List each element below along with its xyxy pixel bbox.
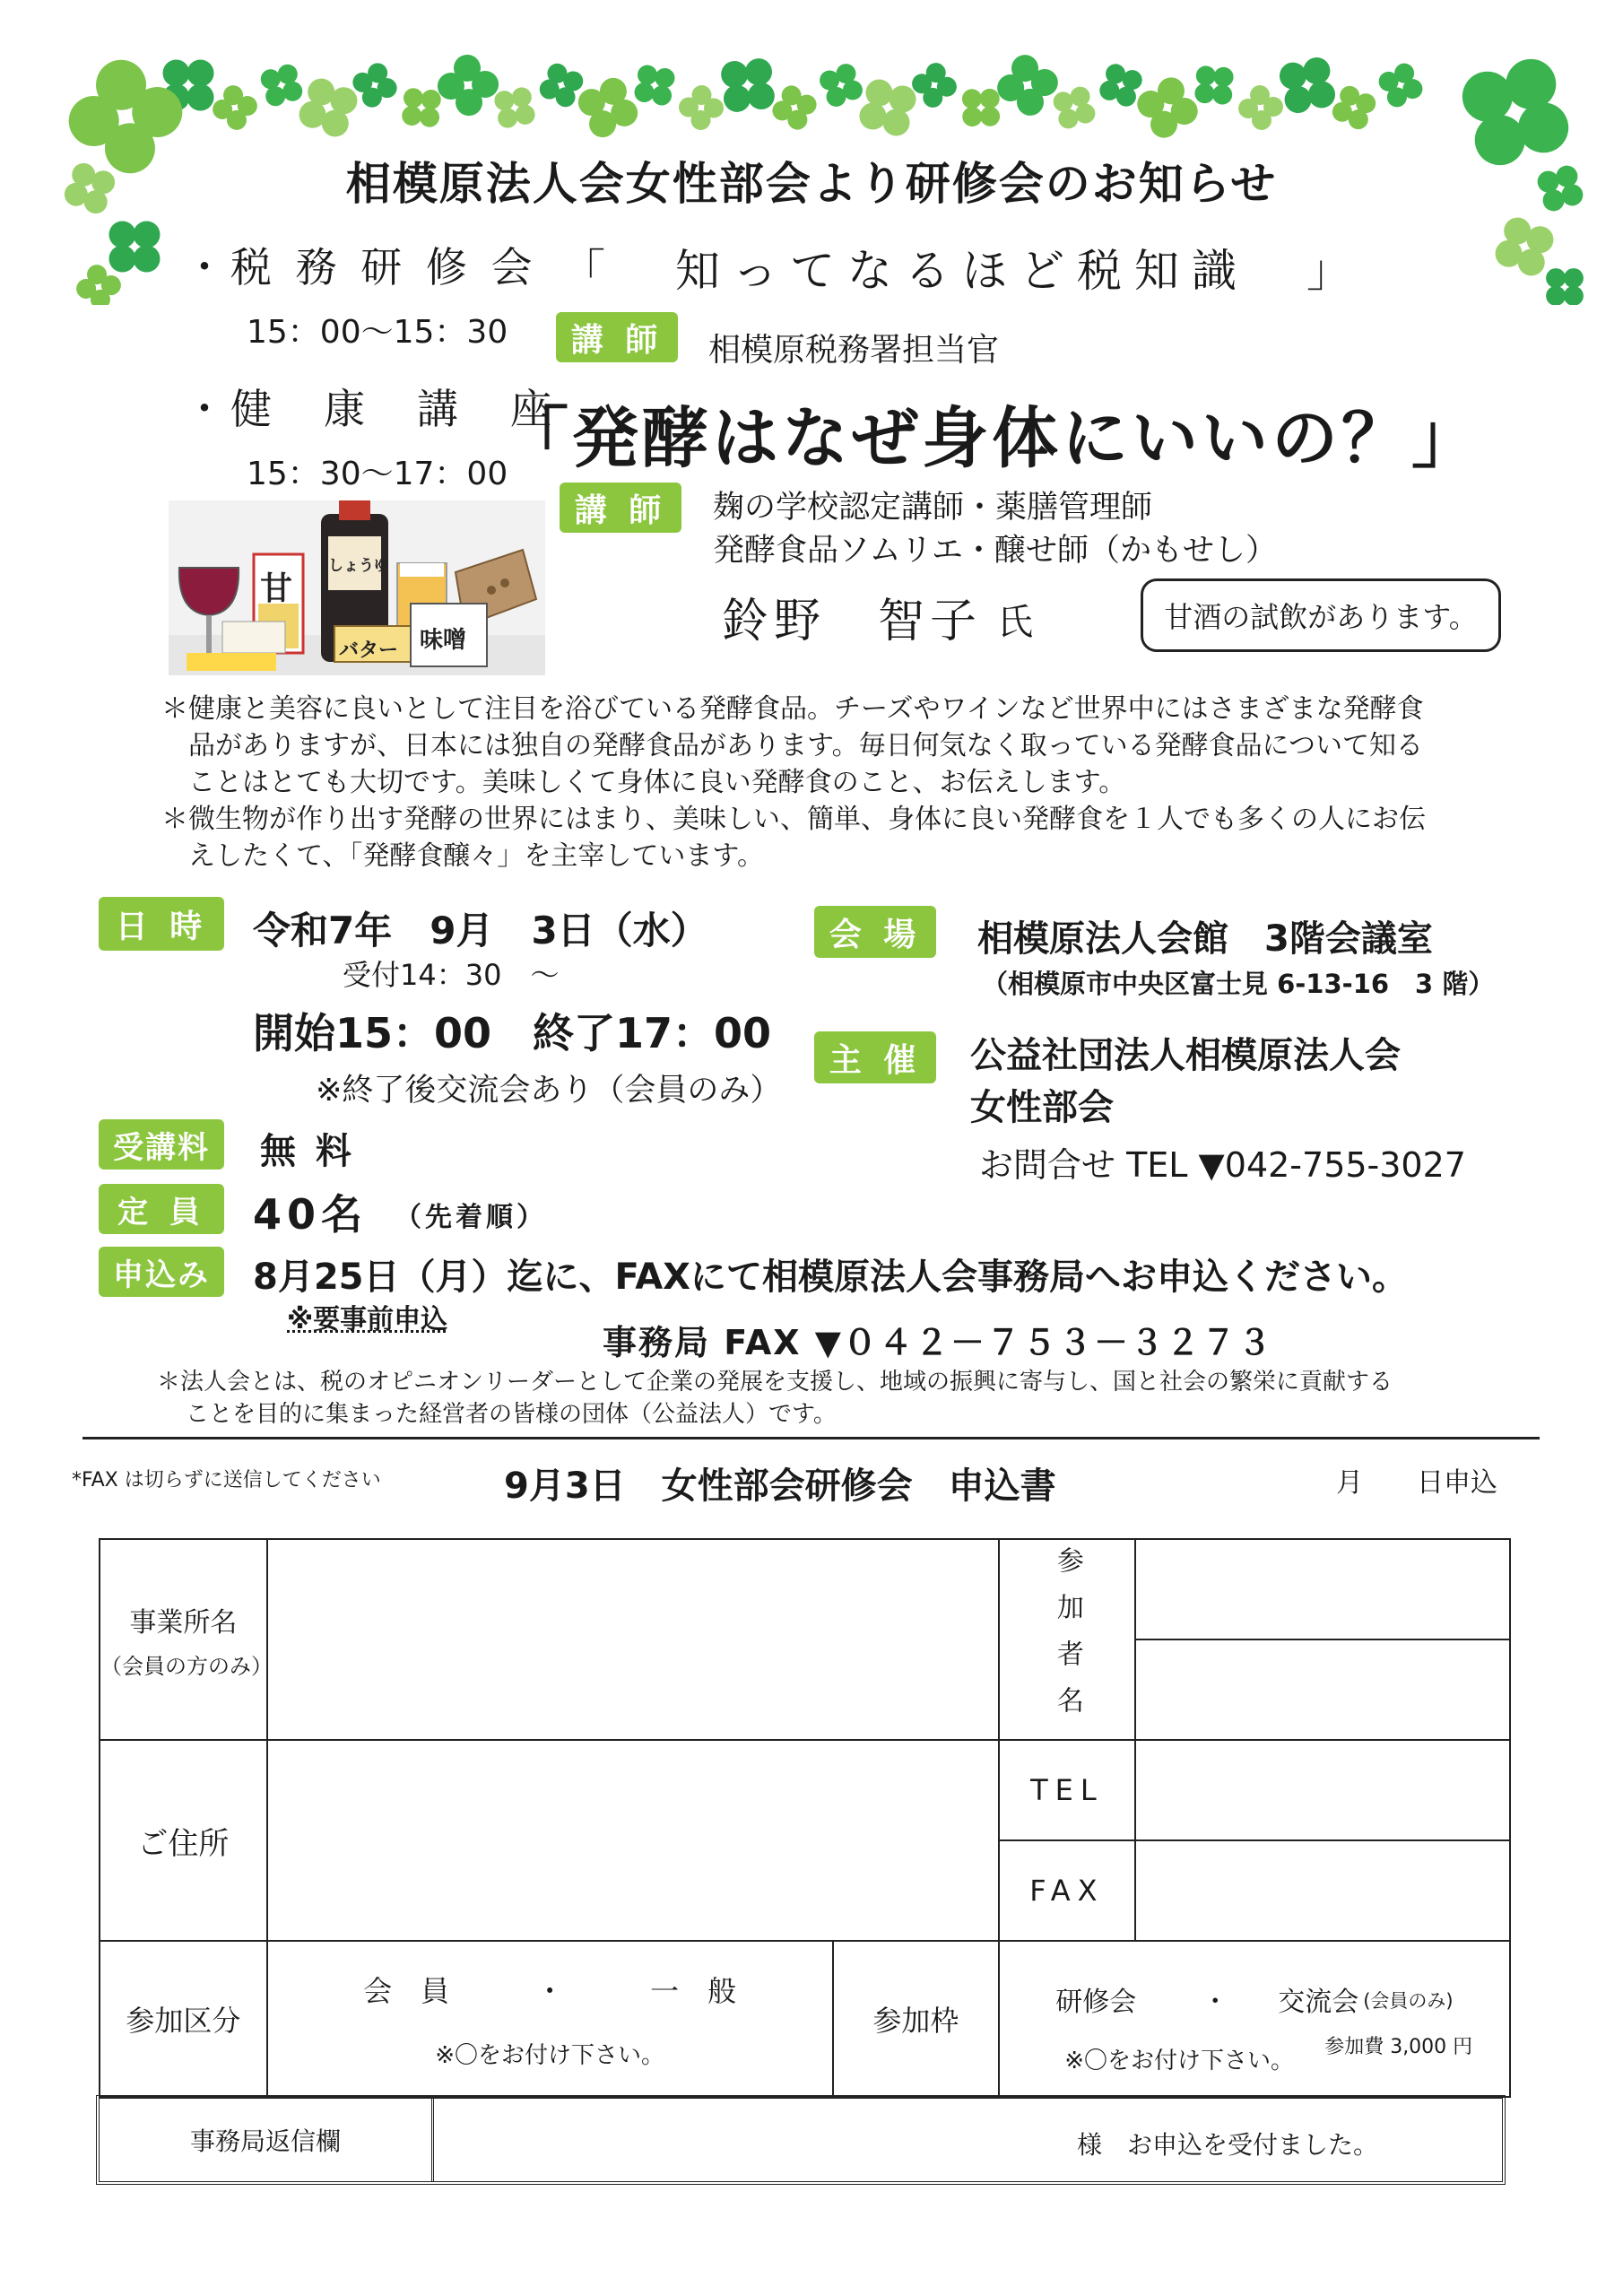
fee-badge: 受講料 bbox=[99, 1119, 224, 1170]
tax-seminar-label: ・税 務 研 修 会 bbox=[184, 243, 538, 291]
desc-line: ＊微生物が作り出す発酵の世界にはまり、美味しい、簡単、身体に良い発酵食を１人でも多くの人にお伝 bbox=[161, 804, 1426, 835]
host-line1: 公益社団法人相模原法人会 bbox=[970, 1035, 1401, 1076]
clover-icon bbox=[856, 76, 919, 139]
health-lecture-time: 15：30〜17：00 bbox=[247, 456, 508, 492]
clover-icon bbox=[992, 49, 1063, 121]
clover-icon bbox=[1051, 84, 1098, 131]
event-date: 令和7年 9月 3日（水） bbox=[253, 909, 708, 952]
clover-icon bbox=[574, 74, 643, 143]
clover-icon bbox=[1277, 55, 1338, 116]
clover-icon bbox=[720, 57, 777, 114]
clover-icon bbox=[1194, 65, 1235, 106]
fermented-food-illustration bbox=[169, 500, 545, 675]
clover-icon bbox=[1491, 213, 1558, 280]
slot-fee: 参加費 3,000 円 bbox=[1324, 2036, 1473, 2058]
tel-label-cell bbox=[999, 1740, 1134, 1840]
slot-note: ※〇をお付け下さい。 bbox=[1064, 2048, 1294, 2074]
desc-line: えしたくて、「発酵食醸々」を主宰しています。 bbox=[188, 840, 764, 872]
divider bbox=[82, 1437, 1540, 1439]
slot-option-seminar[interactable]: 研修会 bbox=[1055, 1987, 1137, 2018]
host-line2: 女性部会 bbox=[970, 1087, 1114, 1128]
venue: 相模原法人会館 3階会議室 bbox=[977, 918, 1433, 960]
fax-note: *FAX は切らずに送信してください bbox=[72, 1469, 381, 1492]
apply-badge: 申込み bbox=[99, 1247, 224, 1297]
corp-note-line1: ＊法人会とは、税のオピニオンリーダーとして企業の発展を支援し、地域の振興に寄与し、国と社会の繁栄に貢献する bbox=[157, 1369, 1393, 1396]
tax-seminar-title: 「 知ってなるほど税知識 」 bbox=[560, 245, 1364, 297]
corp-note-line2: ことを目的に集まった経営者の皆様の団体（公益法人）です。 bbox=[186, 1401, 837, 1428]
after-party-note: ※終了後交流会あり（会員のみ） bbox=[316, 1073, 782, 1109]
tax-lecturer: 相模原税務署担当官 bbox=[708, 332, 1000, 369]
clover-icon bbox=[1329, 83, 1379, 133]
capacity: 40名 bbox=[253, 1190, 369, 1239]
desc-line: ＊健康と美容に良いとして注目を浴びている発酵食品。チーズやワインなど世界中にはさまざまな発酵食 bbox=[161, 693, 1424, 725]
butter-label: バター bbox=[339, 639, 399, 662]
office-reply-box bbox=[96, 2095, 1506, 2185]
category-options-cell[interactable] bbox=[267, 1941, 833, 2097]
page-title: 相模原法人会女性部会より研修会のお知らせ bbox=[345, 158, 1278, 210]
clover-icon bbox=[962, 89, 1001, 127]
office-reply-label: 事務局返信欄 bbox=[189, 2126, 341, 2156]
capacity-badge: 定 員 bbox=[99, 1184, 224, 1234]
slot-option-social-note: (会員のみ) bbox=[1363, 1990, 1454, 2012]
slot-label-cell bbox=[833, 1941, 1000, 2097]
venue-address: （相模原市中央区富士見 6-13-16 3 階） bbox=[982, 969, 1495, 999]
clover-icon bbox=[674, 81, 727, 134]
apply-text: 8月25日（月）迄に、FAXにて相模原法人会事務局へお申込ください。 bbox=[253, 1257, 1409, 1298]
clover-icon bbox=[432, 49, 504, 121]
address-input[interactable] bbox=[267, 1740, 999, 1941]
participant-name-input-1[interactable] bbox=[1135, 1539, 1510, 1639]
clover-icon bbox=[633, 64, 676, 107]
clover-icon bbox=[109, 222, 161, 273]
health-lecturer-line2: 発酵食品ソムリエ・醸せ師（かもせし） bbox=[713, 533, 1277, 569]
tax-seminar-time: 15：00〜15：30 bbox=[247, 314, 508, 351]
date-badge: 日 時 bbox=[99, 897, 224, 951]
category-options[interactable]: 会 員 ・ 一 般 bbox=[363, 1973, 737, 2008]
capacity-note: （先着順） bbox=[395, 1202, 547, 1233]
fax-input[interactable] bbox=[1135, 1840, 1510, 1941]
business-name-label-cell bbox=[100, 1539, 273, 1740]
address-label: ご住所 bbox=[137, 1825, 230, 1862]
desc-line: 品がありますが、日本には独自の発酵食品があります。毎日何気なく取っている発酵食品について知る bbox=[188, 730, 1423, 761]
slot-label: 参加枠 bbox=[872, 2004, 959, 2038]
reception-time: 受付14：30 〜 bbox=[343, 958, 560, 992]
amazake-label: 甘 bbox=[260, 570, 293, 607]
tel-input[interactable] bbox=[1135, 1740, 1510, 1840]
tasting-note: 甘酒の試飲があります。 bbox=[1141, 578, 1501, 652]
office-fax: 事務局 FAX ▼０４２－７５３－３２７３ bbox=[603, 1323, 1273, 1362]
application-form bbox=[99, 1538, 1511, 2098]
health-lecture-title: 「発酵はなぜ身体にいいの？」 bbox=[502, 400, 1481, 477]
host-badge: 主 催 bbox=[814, 1031, 936, 1083]
shoyu-label: しょうゆ bbox=[328, 557, 389, 575]
clover-icon bbox=[908, 59, 961, 112]
clover-icon bbox=[1376, 60, 1427, 111]
clover-icon bbox=[401, 87, 441, 127]
office-reply-label-cell bbox=[100, 2099, 434, 2181]
business-name-note: （会員の方のみ） bbox=[100, 1653, 273, 1679]
business-name-input[interactable] bbox=[267, 1539, 999, 1740]
category-note: ※〇をお付け下さい。 bbox=[435, 2041, 665, 2069]
address-label-cell bbox=[100, 1740, 267, 1941]
venue-badge: 会 場 bbox=[814, 906, 936, 958]
slot-separator: ・ bbox=[1202, 1987, 1229, 2018]
fax-label-cell bbox=[999, 1840, 1134, 1941]
slot-option-social[interactable]: 交流会 bbox=[1278, 1987, 1359, 2018]
reply-text: 様 お申込を受付ました。 bbox=[1077, 2130, 1379, 2160]
health-lecture-label: ・健 康 講 座 bbox=[184, 385, 557, 433]
contact-tel: お問合せ TEL ▼042-755-3027 bbox=[979, 1145, 1466, 1185]
clover-icon bbox=[295, 74, 361, 141]
clover-icon bbox=[492, 85, 536, 129]
form-title: 9月3日 女性部会研修会 申込書 bbox=[504, 1465, 1056, 1507]
lecturer-name: 鈴野 智子 bbox=[722, 595, 983, 648]
category-label-cell bbox=[100, 1941, 267, 2097]
clover-icon bbox=[209, 82, 262, 135]
fee: 無 料 bbox=[260, 1131, 355, 1172]
health-lecturer-line1: 麹の学校認定講師・薬膳管理師 bbox=[713, 490, 1153, 526]
apply-note: ※要事前申込 bbox=[287, 1304, 448, 1335]
lecturer-honorific: 氏 bbox=[997, 602, 1033, 643]
slot-options-cell[interactable] bbox=[999, 1941, 1510, 2097]
fax-label: FAX bbox=[1029, 1874, 1105, 1908]
tax-lecturer-badge: 講 師 bbox=[556, 312, 678, 362]
clover-icon bbox=[258, 62, 305, 109]
miso-label: 味噌 bbox=[420, 627, 467, 654]
desc-line: ことはとても大切です。美味しくて身体に良い発酵食のこと、お伝えします。 bbox=[188, 767, 1126, 798]
description bbox=[161, 691, 1426, 874]
clover-icon bbox=[1133, 73, 1203, 144]
participant-name-input-2[interactable] bbox=[1135, 1639, 1510, 1740]
clover-icon bbox=[768, 82, 820, 133]
category-label: 参加区分 bbox=[126, 2004, 241, 2038]
start-end-time: 開始15：00 終了17：00 bbox=[253, 1009, 772, 1057]
clover-icon bbox=[1235, 82, 1288, 135]
form-date-field: 月 日申込 bbox=[1336, 1467, 1497, 1499]
participant-label: 参加者名 bbox=[1051, 1546, 1083, 1733]
participant-label-cell bbox=[999, 1539, 1134, 1740]
tel-label: TEL bbox=[1030, 1773, 1104, 1807]
business-name-label: 事業所名 bbox=[129, 1606, 238, 1639]
clover-icon bbox=[1546, 268, 1584, 305]
clover-icon bbox=[817, 61, 865, 109]
health-lecturer-badge: 講 師 bbox=[560, 483, 681, 533]
